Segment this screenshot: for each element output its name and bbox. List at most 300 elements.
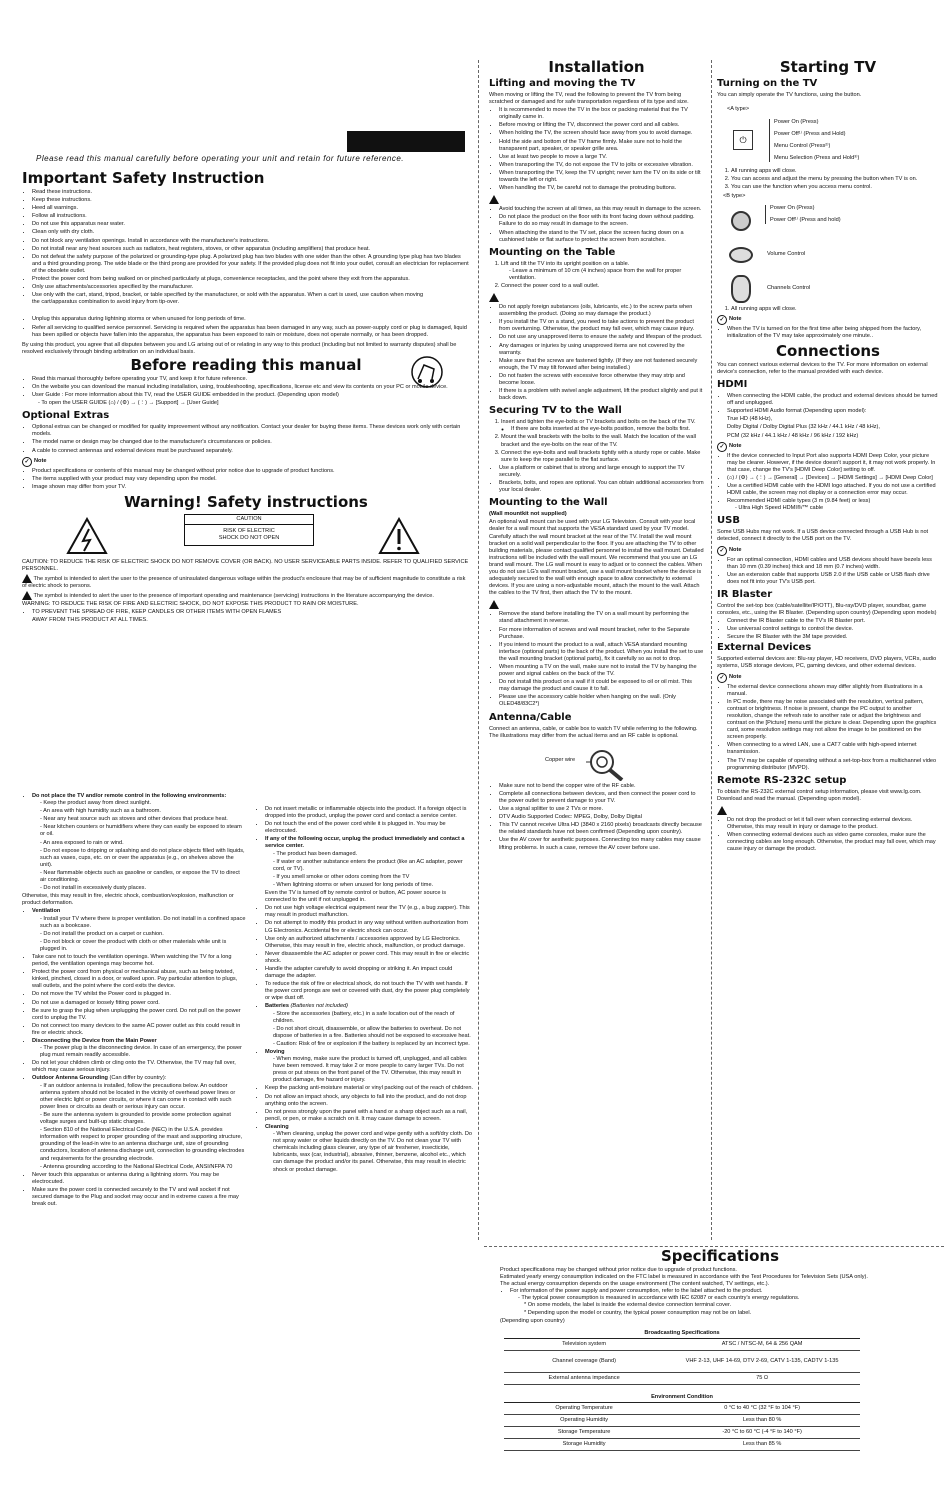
specs-title: Specifications xyxy=(660,1247,780,1265)
list-item: • Do not touch the end of the power cord while it is plugged in. You may be electrocuted. xyxy=(265,821,473,835)
list-item: • Avoid touching the screen at all times, as this may result in damage to the screen. xyxy=(499,206,704,213)
spec-value: 0 °C to 40 °C (32 °F to 104 °F) xyxy=(664,1402,860,1414)
list-item: • If any of the following occur, unplug the product immediately and contact a service center. - The product has been damaged. - If water or another substance enters the product (like an AC adapter, power cord, or TV). - If you smell smoke or other odors coming from the TV - When lightning storms or when unused for long periods of time. Even the TV is turned off by remote control or button, AC power source is connected to the unit if not unplugged in. xyxy=(265,836,473,904)
list-item: • The TV may be capable of operating without a set-top-box from a multichannel video programming distributor (MVPD). xyxy=(727,758,939,772)
secure-sub xyxy=(501,426,704,433)
list-item: • Do not use high voltage electrical equipment near the TV (e.g., a bug zapper). This may result in product malfunction. xyxy=(265,905,473,919)
table-row xyxy=(504,1384,860,1393)
list-item: - Do not short circuit, disassemble, or allow the batteries to overheat. Do not dispose of batteries in a fire. Batteries should not be exposed to excessive heat. xyxy=(273,1026,473,1040)
list-item: • When attaching the stand to the TV set, place the screen facing down on a cushioned table or flat surface to protect the screen from scratches. xyxy=(499,230,704,244)
list-item: • Make sure the power cord is connected securely to the TV and wall socket if not secured damage to the Plug and socket may occur and in extreme cases a fire may break out. xyxy=(32,1187,247,1208)
ext-notes xyxy=(717,684,939,772)
a-type: <A type> xyxy=(727,106,750,113)
spec-label: Storage Temperature xyxy=(504,1426,664,1438)
hdmi-cable-list xyxy=(727,505,939,512)
list-item: - If an outdoor antenna is installed, follow the precautions below. An outdoor antenna system should not be located in the vicinity of overhead power lines or other electric light or power circuits, or where it can come in contact with such power lines or circuits as death or serious injury can occur. xyxy=(40,1083,247,1111)
list-item: • On the website you can download the manual including installation, using, troubleshooting, specifications, license etc and view its contents on your PC or mobile device. xyxy=(32,384,470,391)
caution-icon xyxy=(489,600,499,609)
rs-title: Remote RS-232C setup xyxy=(717,774,847,786)
list-item: • Any damages or injuries by using unapproved items are not covered by the warranty. xyxy=(499,343,704,357)
list-item: • When transporting the TV, keep the TV upright; never turn the TV on its side or tilt towards the left or right. xyxy=(499,170,704,184)
table-row xyxy=(504,1350,860,1372)
table-sub xyxy=(501,268,704,282)
list-item: - If you smell smoke or other odors coming from the TV xyxy=(273,874,473,881)
mid-list xyxy=(255,806,473,1174)
list-item: • Refer all servicing to qualified service personnel. Servicing is required when the apparatus has been damaged in any way, such as power-supply cord or plug is damaged, liquid has been spilled or objects have fallen into the apparatus, the apparatus has been exposed to rain or moisture, does not operate normally, or has been dropped. xyxy=(32,325,470,339)
rs-warn-list xyxy=(717,817,939,853)
a-type-diagram xyxy=(717,115,939,165)
safety-list xyxy=(22,189,470,339)
before-list xyxy=(22,376,470,399)
check-icon: ✓ xyxy=(717,673,727,683)
list-item: • Keep the packing anti-moisture material or vinyl packing out of the reach of children. xyxy=(265,1085,473,1092)
wall-sub: (Wall mountkit not supplied) xyxy=(489,511,567,518)
list-item: - Store the accessories (battery, etc.) in a safe location out of the reach of children. xyxy=(273,1011,473,1025)
optional-title: Optional Extras xyxy=(22,410,110,422)
divider-vertical-2 xyxy=(711,60,712,1240)
list-item: - Do not block or cover the product with cloth or other materials while unit is plugged in. xyxy=(40,939,247,953)
table-row xyxy=(504,1414,860,1426)
warning-title: Warning! Safety instructions xyxy=(124,492,368,511)
antenna-title: Antenna/Cable xyxy=(489,711,572,723)
secure-steps xyxy=(489,419,704,464)
list-item: • When connecting external devices such as video game consoles, make sure the connecting cables are long enough. Otherwise, the product may fall over, which may cause injury or damage the product. xyxy=(727,832,939,853)
list-item: • Follow all instructions. xyxy=(32,213,470,220)
connections-title: Connections xyxy=(776,341,880,360)
list-item: • Disconnecting the Device from the Main Power - The power plug is the disconnecting device. In case of an emergency, the power plug must remain readily accessible. xyxy=(32,1038,247,1059)
user-guide-path: - To open the USER GUIDE (⌂) / (⚙) → (⋮) → [Support] → [User Guide] xyxy=(38,400,470,407)
list-item: • Do not drop the product or let it fall over when connecting external devices. Otherwise, this may result in injury or damage to the product. xyxy=(727,817,939,831)
list-item: • Use the AV cover for aesthetic purposes. Connecting too many cables may cause lifting problems. In such a case, remove the AV cover before use. xyxy=(499,837,704,851)
note-heading: ✓ Note xyxy=(717,442,939,452)
list-item: • Do not install near any heat sources such as radiators, heat registers, stoves, or other apparatus (including amplifiers) that produce heat. xyxy=(32,246,470,253)
list-item: • Use a platform or cabinet that is strong and large enough to support the TV securely. xyxy=(499,465,704,479)
list-item: 1. Insert and tighten the eye-bolts or TV brackets and bolts on the back of the TV. ◦ If there are bolts inserted at the eye-bolts position, remove the bolts first. xyxy=(501,419,704,433)
list-item: • Use only with the cart, stand, tripod, bracket, or table specified by the manufacturer, or sold with the apparatus. When a cart is used, use caution when moving the cart/apparatus combination to avoid injury from tip-over. xyxy=(32,292,470,306)
list-item: • Batteries (Batteries not included) - Store the accessories (battery, etc.) in a safe location out of the reach of children. - Do not short circuit, disassemble, or allow the batteries to overheat. Do not dispose of batteries in a fire. Batteries should not be exposed to excessive heat. - Caution: Risk of fire or explosion if the battery is replaced by an incorrect type. xyxy=(265,1003,473,1048)
list-item: - An area with high humidity such as a bathroom. xyxy=(40,808,247,815)
list-item: • Do not press strongly upon the panel with a hand or a sharp object such as a nail, pencil, or pen, or make a scratch on it. It may cause damage to screen. xyxy=(265,1109,473,1123)
list-item: - Near kitchen counters or humidifiers where they can easily be exposed to steam or oil. xyxy=(40,824,247,838)
volume-label: Volume Control xyxy=(767,250,806,257)
list-item: • Product specifications or contents of this manual may be changed without prior notice due to upgrade of product functions. xyxy=(32,468,470,475)
list-item: • Outdoor Antenna Grounding (Can differ by country): - If an outdoor antenna is installed, follow the precautions below. An outdoor antenna system should not be located in the vicinity of overhead power lines or other electric light or power circuits, or where it can come in contact with such power lines or circuits as death or serious injury can occur. - Be sure the antenna system is grounded to provide some protection against voltage surges and built-up static charges. - Section 810 of the National Electrical Code (NEC) in the U.S.A. provides information with respect to proper grounding of the mast and supporting structure, grounding of the lead-in wire to an antenna discharge unit, size of grounding conductors, location of antenna discharge unit, connection to grounding electrodes and requirements for the grounding electrode. - Antenna grounding according to the National Electrical Code, ANSI/NFPA 70 xyxy=(32,1075,247,1170)
list-item: - Near flammable objects such as gasoline or candles, or expose the TV to direct air conditioning. xyxy=(40,870,247,884)
cleaning-list xyxy=(265,1131,473,1174)
list-item: • Use a signal splitter to use 2 TVs or more. xyxy=(499,806,704,813)
caution-icon xyxy=(717,806,727,815)
installation-column xyxy=(489,58,704,853)
exclamation-warning-icon xyxy=(378,517,420,555)
spec-star: * On some models, the label is inside the external device connection terminal cover. xyxy=(524,1302,732,1309)
list-item: - Leave a minimum of 10 cm (4 inches) space from the wall for proper ventilation. xyxy=(509,268,704,282)
ir-body: Control the set-top box (cable/satellite/IP/OTT), Blu-ray/DVD player, soundbar, game consoles, etc., using the IR Blaster. (Depending upon country) (Depending upon models) xyxy=(717,602,937,616)
spec-table xyxy=(504,1329,860,1451)
b-type: <B type> xyxy=(723,193,746,200)
spec-value: 75 Ω xyxy=(664,1372,860,1384)
moving-list xyxy=(265,1056,473,1084)
spec-label: Operating Temperature xyxy=(504,1402,664,1414)
table-row xyxy=(504,1372,860,1384)
turn-title: Turning on the TV xyxy=(717,78,818,89)
safety-title: Important Safety Instruction xyxy=(22,169,265,187)
list-item: • Do not place the product on the floor with its front facing down without padding. Failure to do so may result in damage to the screen. xyxy=(499,214,704,228)
spec-sub xyxy=(510,1295,940,1316)
list-item: • In PC mode, there may be noise associated with the resolution, vertical pattern, contrast or brightness. If noise is present, change the PC output to another resolution, change the refresh rate to another rate or adjust the brightness and contrast on the [Picture] menu until the picture is clear. Depending upon the graphics card, some resolution settings may not allow the image to be positioned on the screen properly. xyxy=(727,699,939,742)
list-item: • Hold the side and bottom of the TV frame firmly. Make sure not to hold the transparent part, speaker, or speaker grille area. xyxy=(499,139,704,153)
ir-list xyxy=(717,618,939,641)
list-item: • Secure the IR Blaster with the 3M tape provided. xyxy=(727,634,939,641)
table-row xyxy=(504,1329,860,1339)
list-item: • Connect the IR Blaster cable to the TV's IR Blaster port. xyxy=(727,618,939,625)
copper-label: Copper wire xyxy=(545,756,576,763)
list-item: • When transporting the TV, do not expose the TV to jolts or excessive vibration. xyxy=(499,162,704,169)
spec-label: External antenna impedance xyxy=(504,1372,664,1384)
power-knob-icon xyxy=(731,211,751,231)
installation-title: Installation xyxy=(548,58,645,76)
list-item: • Use a certified HDMI cable with the HDMI logo attached. If you do not use a certified HDMI cable, the screen may not display or a connection error may occur. xyxy=(727,483,939,497)
b-type-notes xyxy=(717,306,939,313)
list-item: • When holding the TV, the screen should face away from you to avoid damage. xyxy=(499,130,704,137)
a-label: Power On (Press) xyxy=(774,118,819,125)
list-item: 1. Lift and tilt the TV into its upright position on a table. - Leave a minimum of 10 cm (4 inches) space from the wall for proper ventilation. xyxy=(501,261,704,282)
list-item: • When connecting the HDMI cable, the product and external devices should be turned off and unplugged. xyxy=(727,393,939,407)
caution-icon xyxy=(489,293,499,302)
spec-label: Channel coverage (Band) xyxy=(504,1350,664,1372)
table-row xyxy=(504,1438,860,1450)
list-item: • It is recommended to move the TV in the box or packing material that the TV originally came in. xyxy=(499,107,704,121)
list-item: • This TV cannot receive Ultra HD (3840 x 2160 pixels) broadcasts directly because the related standards have not been confirmed (Depending upon country). xyxy=(499,822,704,836)
hdmi-formats xyxy=(717,416,939,439)
disc-list xyxy=(32,1045,247,1059)
ext-title: External Devices xyxy=(717,642,812,654)
list-item: • Do not attempt to modify this product in any way without written authorization from LG Electronics. Accidental fire or electric shock can occur. xyxy=(265,920,473,934)
spec-line: Product specifications may be changed without prior notice due to upgrade of product functions. xyxy=(500,1267,737,1273)
list-item: - When cleaning, unplug the power cord and wipe gently with a soft/dry cloth. Do not spray water or other liquids directly on the TV. Do not clean your TV with chemicals including glass cleaner, any type of air freshener, insecticide, lubricants, wax (car, industrial), abrasive, thinner, benzene, alcohol etc., which can damage the product and/or its panel. Otherwise, this may result in electric shock or product damage. xyxy=(273,1131,473,1174)
list-item: • Do not fasten the screws with excessive force otherwise they may strip and become loose. xyxy=(499,373,704,387)
list-item: • When the TV is turned on for the first time after being shipped from the factory, initialization of the TV may take approximately one minute.. xyxy=(727,326,939,340)
lift-intro: When moving or lifting the TV, read the following to prevent the TV from being scratched or damaged and for safe transportation regardless of its type and size. xyxy=(489,92,689,106)
power-button-icon: ⏻ xyxy=(733,130,753,150)
caution-body: CAUTION: TO REDUCE THE RISK OF ELECTRIC SHOCK DO NOT REMOVE COVER (OR BACK). NO USER SERVICEABLE PARTS INSIDE. REFER TO QUALIFIED SERVICE PERSONNEL. xyxy=(22,558,469,572)
list-item: • Protect the power cord from being walked on or pinched particularly at plugs, convenience receptacles, and the point where they exit from the apparatus. xyxy=(32,276,470,283)
spec-value: ATSC / NTSC-M, 64 & 256 QAM xyxy=(664,1338,860,1350)
left-column xyxy=(22,793,247,1209)
connections-intro: You can connect various external devices to the TV. For more information on external device's connection, refer to the manual provided with each device. xyxy=(717,361,928,375)
list-item: • A cable to connect antennas and external devices must be purchased separately. xyxy=(32,448,470,455)
list-item: • Never touch this apparatus or antenna during a lightning storm. You may be electrocuted. xyxy=(32,1172,247,1186)
list-item: • Clean only with dry cloth. xyxy=(32,229,470,236)
starting-column xyxy=(717,58,939,854)
intro-line: Please read this manual carefully before operating your unit and retain for future reference. xyxy=(36,154,405,163)
list-item: • Do not block any ventilation openings. Install in accordance with the manufacturer's instructions. xyxy=(32,238,470,245)
table-title: Mounting on the Table xyxy=(489,246,616,258)
a-label: Menu Selection (Press and Hold³⁾) xyxy=(774,154,860,161)
list-item: - Section 810 of the National Electrical Code (NEC) in the U.S.A. provides information with respect to proper grounding of the mast and supporting structure, grounding of the lead-in wire to an antenna discharge unit, size of grounding conductors, location of antenna discharge unit, connection to grounding electrodes and requirements for the grounding electrode. xyxy=(40,1127,247,1162)
list-item: • If the device connected to Input Port also supports HDMI Deep Color, your picture may be clearer. However, if the device doesn't support it, it may not work properly. In that case, change the TV's [HDMI Deep Color] setting to off. xyxy=(727,453,939,474)
list-item: 1. All running apps will close. xyxy=(731,306,939,313)
starting-notes xyxy=(717,326,939,340)
env-after: Otherwise, this may result in fire, electric shock, combustion/explosion, malfunction or product deformation. xyxy=(22,893,234,907)
list-item: • Read this manual thoroughly before operating your TV, and keep it for future reference. xyxy=(32,376,470,383)
list-item: - An area exposed to rain or wind. xyxy=(40,840,247,847)
list-item: • Make sure that the screws are fastened tightly. (If they are not fastened securely enough, the TV may tilt forward after being installed.) xyxy=(499,358,704,372)
specs-section xyxy=(500,1247,940,1451)
check-icon: ✓ xyxy=(717,442,727,452)
symbol-line-2: The symbol is intended to alert the user to the presence of important operating and maintenance (servicing) instructions in the literature accompanying the device. xyxy=(22,591,470,600)
list-item: • Do not use any unapproved items to ensure the safety and lifespan of the product. xyxy=(499,334,704,341)
before-title: Before reading this manual xyxy=(130,355,362,374)
a-type-notes xyxy=(717,168,939,191)
secure-title: Securing TV to the Wall xyxy=(489,405,622,417)
hdmi-format: Dolby Digital / Dolby Digital Plus (32 kHz / 44.1 kHz / 48 kHz), xyxy=(727,424,880,431)
list-item: • When handling the TV, be careful not to damage the protruding buttons. xyxy=(499,185,704,192)
list-item: • Do not apply foreign substances (oils, lubricants, etc.) to the screw parts when assembling the product. (Doing so may damage the product.) xyxy=(499,304,704,318)
list-item: • Protect the power cord from physical or mechanical abuse, such as being twisted, kinked, pinched, closed in a door, or walked upon. Pay particular attention to plugs, wall outlets, and the point where the cord exits the device. xyxy=(32,969,247,990)
list-item: • Complete all connections between devices, and then connect the power cord to the power outlet to prevent damage to your TV. xyxy=(499,791,704,805)
check-icon: ✓ xyxy=(22,457,32,467)
list-item: • Keep these instructions. xyxy=(32,197,470,204)
header-black-bar xyxy=(347,131,465,152)
list-item: • Use only an authorized attachments / accessories approved by LG Electronics. Otherwise, this may result in fire, electric shock, malfunction, or product damage. xyxy=(265,936,473,950)
spec-depending: (Depending upon country) xyxy=(500,1317,565,1324)
list-item: • For an optimal connection, HDMI cables and USB devices should have bezels less than 10 mm (0.39 inches) thick and 18 mm (0.7 inches) width. xyxy=(727,557,939,571)
b-type-diagram xyxy=(717,203,939,303)
list-item: • DTV Audio Supported Codec: MPEG, Dolby, Dolby Digital xyxy=(499,814,704,821)
spec-line: Estimated yearly energy consumption indicated on the FTC label is measured in accordance with the Test Procedures for Television Sets (USA only). xyxy=(500,1274,868,1281)
broadcast-header: Broadcasting Specifications xyxy=(504,1329,860,1339)
ir-title: IR Blaster xyxy=(717,588,773,600)
list-item: - Do not expose to dripping or splashing and do not place objects filled with liquids, such as vases, cups, etc. on or over the apparatus (e.g., on shelves above the unit). xyxy=(40,848,247,869)
caution-icon xyxy=(489,195,499,204)
list-item: • If there is a problem with swivel angle adjustment, lift the product slightly and put it back down. xyxy=(499,388,704,402)
spec-label: Operating Humidity xyxy=(504,1414,664,1426)
list-item: • Image shown may differ from your TV. xyxy=(32,484,470,491)
channels-label: Channels Control xyxy=(767,284,811,291)
lift-title: Lifting and moving the TV xyxy=(489,78,636,89)
a-type-labels xyxy=(769,119,859,162)
hdmi-list xyxy=(717,393,939,415)
list-item: • Heed all warnings. xyxy=(32,205,470,212)
hdmi-format: PCM (32 kHz / 44.1 kHz / 48 kHz / 96 kHz / 192 kHz) xyxy=(727,432,859,439)
a-label: Power Off¹⁾ (Press and Hold) xyxy=(774,130,846,137)
optional-list xyxy=(22,424,470,454)
list-item: • To reduce the risk of fire or electrical shock, do not touch the TV with wet hands. If the power cord prongs are wet or covered with dust, dry the power plug completely or wipe dust off. xyxy=(265,981,473,1002)
list-item: - The power plug is the disconnecting device. In case of an emergency, the power plug must remain readily accessible. xyxy=(40,1045,247,1059)
list-item: • For more information of screws and wall mount bracket, refer to the Separate Purchase. xyxy=(499,627,704,641)
warning-line: WARNING: TO REDUCE THE RISK OF FIRE AND ELECTRIC SHOCK, DO NOT EXPOSE THIS PRODUCT TO RAIN OR MOISTURE. xyxy=(22,601,359,608)
wall-warn-list xyxy=(489,611,704,708)
list-item: • (⌂) / (⚙) → (⋮) → [General] → [Devices] → [HDMI Settings] → [HDMI Deep Color] xyxy=(727,475,939,482)
list-item: • Do not use a damaged or loosely fitting power cord. xyxy=(32,1000,247,1007)
list-item: • Do not use this apparatus near water. xyxy=(32,221,470,228)
list-item: - Do not install in excessively dusty places. xyxy=(40,885,247,892)
list-item: - Install your TV where there is proper ventilation. Do not install in a confined space such as a bookcase. xyxy=(40,916,247,930)
lift-list xyxy=(489,107,704,192)
list-item: 1. All running apps will close. xyxy=(731,168,939,175)
check-icon: ✓ xyxy=(717,315,727,325)
battery-list xyxy=(265,1011,473,1048)
divider-vertical-1 xyxy=(478,60,479,1240)
caution-label: CAUTION xyxy=(185,515,313,525)
list-item: - Be sure the antenna system is grounded to provide some protection against voltage surges and built-up static charges. xyxy=(40,1112,247,1126)
spec-star: * Depending upon the model or country, the typical power consumption may not be on label. xyxy=(524,1309,752,1316)
list-item: 3. Connect the eye-bolts and wall brackets tightly with a sturdy rope or cable. Make sure to keep the rope parallel to the flat surface. xyxy=(501,450,704,464)
list-item: • Do not defeat the safety purpose of the polarized or grounding-type plug. A polarized plug has two blades with one wider than the other. A grounding type plug has two blades and a third grounding prong. The wide blade or the third prong are provided for your safety. If the provided plug does not fit into your outlet, consult an electrician for replacement of the obsolete outlet. xyxy=(32,254,470,275)
list-item: - The typical power consumption is measured in accordance with IEC 62087 or each country's energy regulations. * On some models, the label is inside the external device connection terminal cover. * Depending upon the model or country, the typical power consumption may not be on label. xyxy=(518,1295,940,1316)
optional-notes xyxy=(22,468,470,491)
list-item: • Before moving or lifting the TV, disconnect the power cord and all cables. xyxy=(499,122,704,129)
list-item: • Use at least two people to move a large TV. xyxy=(499,154,704,161)
list-item: - Near any heat source such as stoves and other devices that produce heat. xyxy=(40,816,247,823)
list-item: • User Guide : For more information about this TV, read the USER GUIDE embedded in the product. (Depending upon model) xyxy=(32,392,470,399)
list-item: 2. Mount the wall brackets with the bolts to the wall. Match the location of the wall bracket and the eye-bolts on the rear of the TV. xyxy=(501,434,704,448)
list-item: - Caution: Risk of fire or explosion if the battery is replaced by an incorrect type. xyxy=(273,1041,473,1048)
list-item: • Optional extras can be changed or modified for quality improvement without any notification. Contact your dealer for buying these items. These devices work only with certain models. xyxy=(32,424,470,438)
caution-text: RISK OF ELECTRIC SHOCK DO NOT OPEN xyxy=(218,528,280,542)
spec-value: VHF 2-13, UHF 14-69, DTV 2-69, CATV 1-135, CADTV 1-135 xyxy=(664,1350,860,1372)
unplug-after: Even the TV is turned off by remote control or button, AC power source is connected to the unit if not unplugged in. xyxy=(265,890,447,904)
list-item: - When moving, make sure the product is turned off, unplugged, and all cables have been removed. It may take 2 or more people to carry larger TVs. Do not press or put stress on the front panel of the TV. Otherwise, this may result in product damage, fire hazard or injury. xyxy=(273,1056,473,1084)
list-item: • Do not connect too many devices to the same AC power outlet as this could result in fire or electric shock. xyxy=(32,1023,247,1037)
list-item: • Handle the adapter carefully to avoid dropping or striking it. An impact could damage the adapter. xyxy=(265,966,473,980)
b-label: Power On (Press) xyxy=(770,204,815,211)
starting-title: Starting TV xyxy=(779,58,877,76)
table-warn-list xyxy=(489,304,704,402)
list-item: • For information of the power supply and power consumption, refer to the label attached to the product. - The typical power consumption is measured in accordance with IEC 62087 or each country's energy regulations. * On some models, the label is inside the external device connection terminal cover. * Depending upon the model or country, the typical power consumption may not be on label. xyxy=(510,1288,940,1316)
antenna-body: Connect an antenna, cable, or cable box to watch TV while referring to the following. The illustrations may differ from the actual items and an RF cable is optional. xyxy=(489,725,698,739)
list-item: • Take care not to touch the ventilation openings. When watching the TV for a long period, the ventilation openings may become hot. xyxy=(32,954,247,968)
list-item: • Brackets, bolts, and ropes are optional. You can obtain additional accessories from your local dealer. xyxy=(499,480,704,494)
note-heading: ✓ Note xyxy=(22,457,470,467)
usb-body: Some USB Hubs may not work. If a USB device connected through a USB Hub is not detected, connect it directly to the USB port on the TV. xyxy=(717,529,929,543)
check-icon: ✓ xyxy=(717,546,727,556)
usb-title: USB xyxy=(717,515,740,527)
table-row xyxy=(504,1338,860,1350)
env-header: Environment Condition xyxy=(504,1393,860,1403)
list-item: ◦ If there are bolts inserted at the eye-bolts position, remove the bolts first. xyxy=(511,426,704,433)
list-item: • If you install the TV on a stand, you need to take actions to prevent the product from overturning. Otherwise, the product may fall over, which may cause injury. xyxy=(499,319,704,333)
lightning-small-icon xyxy=(22,574,32,583)
wall-title: Mounting to the Wall xyxy=(489,497,608,509)
list-item: • Use universal control settings to control the device. xyxy=(727,626,939,633)
table-row xyxy=(504,1393,860,1403)
list-item: • Never disassemble the AC adapter or power cord. This may result in fire or electric shock. xyxy=(265,951,473,965)
safety-section xyxy=(22,169,470,625)
middle-column xyxy=(255,806,473,1175)
list-item: • Do not let your children climb or cling onto the TV. Otherwise, the TV may fall over, which may cause serious injury. xyxy=(32,1060,247,1074)
spec-bullets xyxy=(500,1288,940,1316)
usb-notes xyxy=(717,557,939,586)
cart-warning-icon xyxy=(410,355,444,389)
list-item: • Remove the stand before installing the TV on a wall mount by performing the stand attachment in reverse. xyxy=(499,611,704,625)
list-item: - Do not install the product on a carpet or cushion. xyxy=(40,931,247,938)
volume-knob-icon xyxy=(729,247,753,263)
list-item: 2. You can access and adjust the menu by pressing the button when TV is on. xyxy=(731,176,939,183)
env-list-wrapper xyxy=(22,793,247,1208)
list-item: - Ultra High Speed HDMI®/™ cable xyxy=(735,505,939,512)
list-item: • Do not place the TV and/or remote control in the following environments: - Keep the product away from direct sunlight. - An area with high humidity such as a bathroom. - Near any heat source such as stoves and other devices that produce heat. - Near kitchen counters or humidifiers where they can easily be exposed to steam or oil. - An area exposed to rain or wind. - Do not expose to dripping or splashing and do not place objects filled with liquids, such as vases, cups, etc. on or over the apparatus (e.g., on shelves above the unit). - Near flammable objects such as gasoline or candles, or expose the TV to direct air conditioning. - Do not install in excessively dusty places. Otherwise, this may result in fire, electric shock, combustion/explosion, malfunction or product deformation. xyxy=(32,793,247,907)
user-guide-path-list xyxy=(22,400,470,407)
note-heading: ✓ Note xyxy=(717,546,939,556)
spec-label: Storage Humidity xyxy=(504,1438,664,1450)
list-item: - When lightning storms or when unused for long periods of time. xyxy=(273,882,473,889)
list-item: • Please use the accessory cable holder when hanging on the wall. (Only OLED48/83C2*) xyxy=(499,694,704,708)
list-item: • Make sure not to bend the copper wire of the RF cable. xyxy=(499,783,704,790)
symbol-line-1: The symbol is intended to alert the user to the presence of uninsulated dangerous voltage within the product's enclosure that may be of sufficient magnitude to constitute a risk of electric shock to persons. xyxy=(22,576,466,590)
list-item: 3. You can use the function when you access menu control. xyxy=(731,184,939,191)
list-item: - Keep the product away from direct sunlight. xyxy=(40,800,247,807)
list-item: • Cleaning - When cleaning, unplug the power cord and wipe gently with a soft/dry cloth. Do not spray water or other liquids directly on the TV. Do not clean your TV with chemicals including glass cleaner, any type of air freshener, insecticide, lubricants, wax (car, industrial), abrasive, thinner, benzene, alcohol etc., which can damage the product and/or its panel. Otherwise, this may result in electric shock or product damage. xyxy=(265,1124,473,1174)
turn-body: You can simply operate the TV functions, using the button. xyxy=(717,92,862,98)
caution-row xyxy=(22,513,470,559)
list-item: • Be sure to grasp the plug when unplugging the power cord. Do not pull on the power cord to unplug the TV. xyxy=(32,1008,247,1022)
list-item: • Unplug this apparatus during lightning storms or when unused for long periods of time. xyxy=(32,316,470,323)
list-item: • Moving - When moving, make sure the product is turned off, unplugged, and all cables have been removed. It may take 2 or more people to carry larger TVs. Do not press or put stress on the front panel of the TV. Otherwise, this may result in product damage, fire hazard or injury. xyxy=(265,1049,473,1084)
lightning-warning-icon xyxy=(66,517,108,555)
note-heading: ✓ Note xyxy=(717,315,939,325)
wall-body: An optional wall mount can be used with your LG Television. Consult with your local dealer for a wall mount that supports the VESA standard used by your TV model. Carefully attach the wall mount bracket at the rear of the TV. Install the wall mount bracket on a solid wall perpendicular to the floor. If you are attaching the TV to other building materials, please contact qualified personnel to install the wall mount. Detailed instructions will be included with the wall mount. We recommend that you use an LG brand wall mount. The LG wall mount is easy to adjust or to connect the cables. When you do not use LG's wall mount bracket, use a wall mount bracket where the device is adequately secured to the wall with enough space to allow connectivity to external devices. If you are using a non-adjustable mount, attach the mount to the wall. Attach the cables to the TV first, then attach the TV to the mount. xyxy=(489,519,704,597)
spec-value: Less than 80 % xyxy=(664,1414,860,1426)
list-item: • Recommended HDMI cable types (3 m (9.84 feet) or less) - Ultra High Speed HDMI®/™ cable xyxy=(727,498,939,512)
list-item: • Do not install this product on a wall if it could be exposed to oil or oil mist. This may damage the product and cause it to fall. xyxy=(499,679,704,693)
table-row xyxy=(504,1426,860,1438)
a-label: Menu Control (Press²⁾) xyxy=(774,142,831,149)
fire-list xyxy=(22,609,470,623)
rs-body: To obtain the RS-232C external control setup information, please visit www.lg.com. Download and read the manual. (Depending upon model). xyxy=(717,788,922,802)
env-list xyxy=(32,800,247,892)
caution-box xyxy=(184,514,314,546)
unplug-list xyxy=(265,851,473,889)
arbitration-text: By using this product, you agree that all disputes between you and LG arising out of or relating in any way to this product (including but not limited to warranty disputes) shall be resolved exclusively through binding arbitration on an individual basis. xyxy=(22,341,457,355)
list-item: • When mounting a TV on the wall, make sure not to install the TV by hanging the power and signal cables on the back of the TV. xyxy=(499,664,704,678)
spec-line: The actual energy consumption depends on the usage environment (The content watched, TV settings, etc.). xyxy=(500,1281,770,1288)
list-item: • The items supplied with your product may vary depending upon the model. xyxy=(32,476,470,483)
b-label: Power Off¹⁾ (Press and hold) xyxy=(770,216,841,223)
list-item: • The external device connections shown may differ slightly from illustrations in a manual. xyxy=(727,684,939,698)
copper-illustration xyxy=(489,741,704,783)
list-item: • Do not move the TV whilst the Power cord is plugged in. xyxy=(32,991,247,998)
list-item: • Supported HDMI Audio format (Depending upon model): xyxy=(727,408,939,415)
list-item: - Antenna grounding according to the National Electrical Code, ANSI/NFPA 70 xyxy=(40,1164,247,1171)
rf-cable-icon xyxy=(584,743,624,781)
list-item: • Only use attachments/accessories specified by the manufacturer. xyxy=(32,284,470,291)
list-item: • TO PREVENT THE SPREAD OF FIRE, KEEP CANDLES OR OTHER ITEMS WITH OPEN FLAMES AWAY FROM THIS PRODUCT AT ALL TIMES. xyxy=(32,609,470,623)
list-item: • If you intend to mount the product to a wall, attach VESA standard mounting interface (optional parts) to the back of the product. When you install the set to use the wall mounting bracket (optional parts), fix it carefully so as not to drop. xyxy=(499,642,704,663)
list-item: - If water or another substance enters the product (like an AC adapter, power cord, or TV). xyxy=(273,859,473,873)
list-item: • When connecting to a wired LAN, use a CAT7 cable with high-speed internet transmission. xyxy=(727,742,939,756)
spec-value: -20 °C to 60 °C (-4 °F to 140 °F) xyxy=(664,1426,860,1438)
vent-list xyxy=(32,916,247,953)
hdmi-format: True HD (48 kHz), xyxy=(727,416,773,423)
note-heading: ✓ Note xyxy=(717,673,939,683)
list-item: • Do not allow an impact shock, any objects to fall into the product, and do not drop anything onto the screen. xyxy=(265,1094,473,1108)
antenna-ground-list xyxy=(32,1083,247,1171)
b-labels xyxy=(765,205,841,224)
list-item: • Use an extension cable that supports USB 2.0 if the USB cable or USB flash drive does not fit into your TV's USB port. xyxy=(727,572,939,586)
spec-label: Television system xyxy=(504,1338,664,1350)
table-steps xyxy=(489,261,704,290)
lift-warn-list xyxy=(489,206,704,243)
table-row xyxy=(504,1402,860,1414)
hdmi-notes xyxy=(717,453,939,513)
secure-list xyxy=(489,465,704,494)
channel-knob-icon xyxy=(731,275,751,303)
list-item: 2. Connect the power cord to a wall outlet. xyxy=(501,283,704,290)
list-item: • Do not insert metallic or inflammable objects into the product. If a foreign object is dropped into the product, unplug the power cord and contact a service center. xyxy=(265,806,473,820)
list-item: • Ventilation - Install your TV where there is proper ventilation. Do not install in a confined space such as a bookcase. - Do not install the product on a carpet or cushion. - Do not block or cover the product with cloth or other materials while unit is plugged in. xyxy=(32,908,247,953)
exclamation-small-icon xyxy=(22,591,32,600)
